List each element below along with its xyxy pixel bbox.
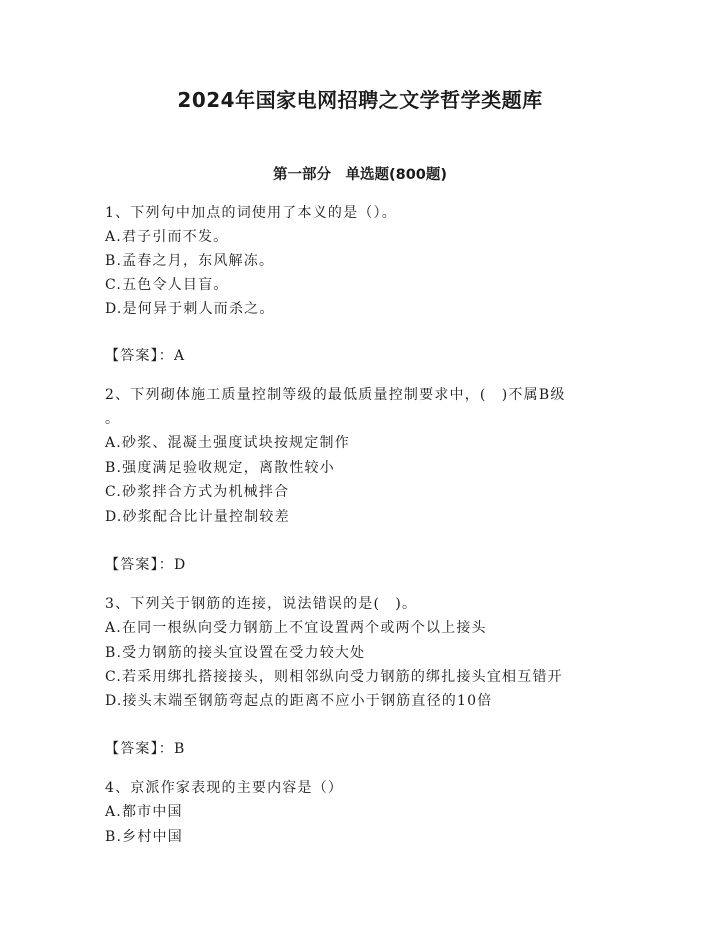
question-option: B.强度满足验收规定，离散性较小 <box>105 460 335 476</box>
question-option: A.君子引而不发。 <box>105 229 229 245</box>
question-stem: 3、下列关于钢筋的连接，说法错误的是( )。 <box>105 596 418 612</box>
question-option: D.接头末端至钢筋弯起点的距离不应小于钢筋直径的10倍 <box>105 693 493 709</box>
question-stem: 2、下列砌体施工质量控制等级的最低质量控制要求中，( )不属B级 <box>105 387 566 403</box>
question-option: B.乡村中国 <box>105 829 183 845</box>
question-option: C.砂浆拌合方式为机械拌合 <box>105 484 290 500</box>
question-option: C.五色令人目盲。 <box>105 277 229 293</box>
question-stem-continuation: 。 <box>105 411 121 427</box>
question-stem: 4、京派作家表现的主要内容是（） <box>105 780 344 796</box>
document-title: 2024年国家电网招聘之文学哲学类题库 <box>177 88 543 112</box>
question-stem: 1、下列句中加点的词使用了本义的是（）。 <box>105 205 397 221</box>
answer-label: 【答案】：A <box>105 348 186 364</box>
question-option: D.砂浆配合比计量控制较差 <box>105 509 290 525</box>
question-option: B.孟春之月，东风解冻。 <box>105 253 275 269</box>
question-option: C.若采用绑扎搭接接头，则相邻纵向受力钢筋的绑扎接头宜相互错开 <box>105 669 563 685</box>
section-title: 第一部分 单选题(800题) <box>272 167 448 183</box>
question-option: A.在同一根纵向受力钢筋上不宜设置两个或两个以上接头 <box>105 620 487 636</box>
question-option: A.砂浆、混凝土强度试块按规定制作 <box>105 435 350 451</box>
question-option: B.受力钢筋的接头宜设置在受力较大处 <box>105 645 366 661</box>
answer-label: 【答案】：B <box>105 741 186 757</box>
question-option: A.都市中国 <box>105 804 183 820</box>
answer-label: 【答案】：D <box>105 557 187 573</box>
question-option: D.是何异于刺人而杀之。 <box>105 301 275 317</box>
